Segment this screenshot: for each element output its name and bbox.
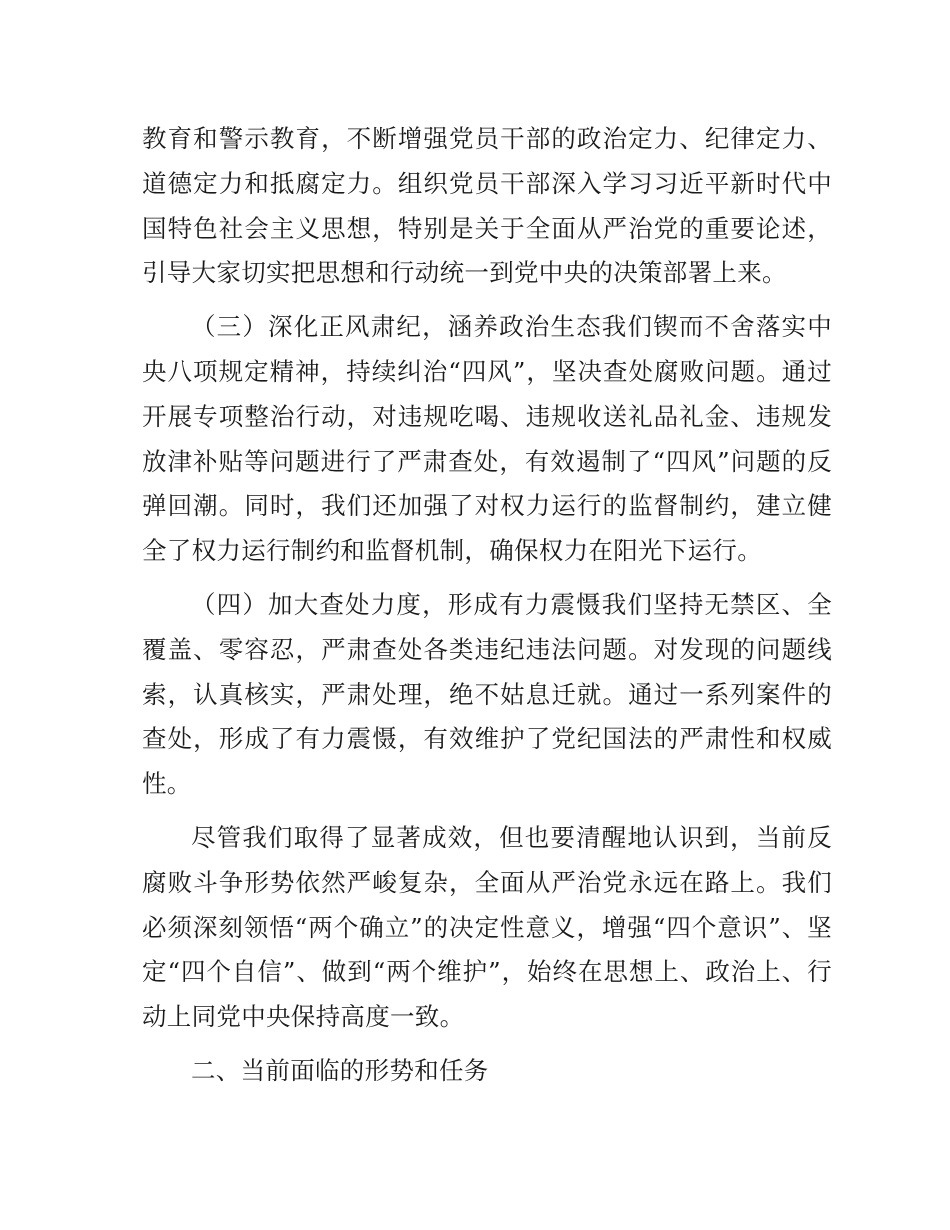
paragraph-1: 教育和警示教育，不断增强党员干部的政治定力、纪律定力、道德定力和抵腐定力。组织党员干部深入学习习近平新时代中国特色社会主义思想，特别是关于全面从严治党的重要论述，引导大家切实把思想和行动统一到党中央的决策部署上来。 — [142, 124, 832, 288]
paragraph-2: （三）深化正风肃纪，涵养政治生态我们锲而不舍落实中央八项规定精神，持续纠治“四风”，坚决查处腐败问题。通过开展专项整治行动，对违规吃喝、违规收送礼品礼金、违规发放津补贴等问题进行了严肃查处，有效遏制了“四风”问题的反弹回潮。同时，我们还加强了对权力运行的监督制约，建立健全了权力运行制约和监督机制，确保权力在阳光下运行。 — [142, 312, 832, 566]
document-body — [142, 117, 832, 1103]
section-heading: 二、当前面临的形势和任务 — [191, 1055, 489, 1085]
paragraph-3: （四）加大查处力度，形成有力震慑我们坚持无禁区、全覆盖、零容忍，严肃查处各类违纪违法问题。对发现的问题线索，认真核实，严肃处理，绝不姑息迁就。通过一系列案件的查处，形成了有力震慑，有效维护了党纪国法的严肃性和权威性。 — [142, 589, 832, 799]
paragraph-4: 尽管我们取得了显著成效，但也要清醒地认识到，当前反腐败斗争形势依然严峻复杂，全面从严治党永远在路上。我们必须深刻领悟“两个确立”的决定性意义，增强“四个意识”、坚定“四个自信”、做到“两个维护”，始终在思想上、政治上、行动上同党中央保持高度一致。 — [142, 822, 832, 1032]
